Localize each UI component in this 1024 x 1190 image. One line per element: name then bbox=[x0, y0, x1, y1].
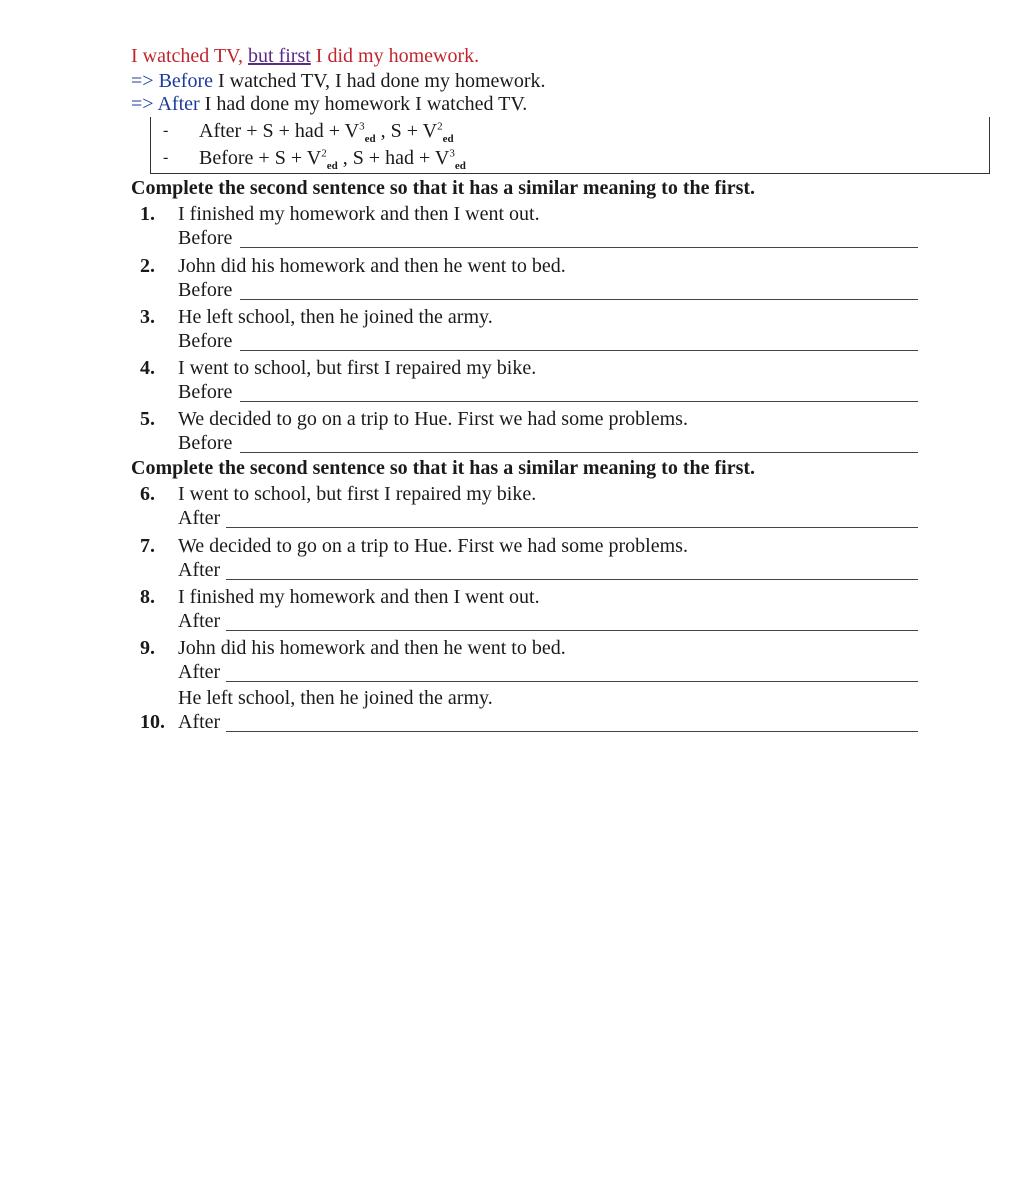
item-prompt: After bbox=[178, 559, 221, 581]
example-after-rest: I had done my homework I watched TV. bbox=[199, 93, 528, 115]
answer-blank[interactable] bbox=[240, 401, 918, 402]
superscript: 3 bbox=[359, 120, 365, 133]
superscript: 3 bbox=[449, 147, 455, 160]
instruction-heading: Complete the second sentence so that it has a similar meaning to the first. bbox=[131, 177, 756, 199]
item-number: 1. bbox=[140, 203, 155, 225]
example-underlined-phrase: but first bbox=[248, 45, 311, 67]
item-prompt: After bbox=[178, 610, 221, 632]
exercise-item bbox=[0, 585, 1024, 637]
answer-blank[interactable] bbox=[240, 452, 918, 453]
item-prompt: Before bbox=[178, 279, 233, 301]
item-sentence: He left school, then he joined the army. bbox=[178, 687, 493, 709]
answer-blank[interactable] bbox=[226, 681, 918, 682]
bullet: - bbox=[163, 122, 169, 139]
item-number: 10. bbox=[140, 711, 165, 733]
item-sentence: I finished my homework and then I went out. bbox=[178, 203, 540, 225]
answer-blank[interactable] bbox=[226, 579, 918, 580]
example-original-start: I watched TV, bbox=[131, 45, 249, 67]
arrow-symbol: => bbox=[131, 93, 154, 115]
item-sentence: I went to school, but first I repaired my bike. bbox=[178, 483, 537, 505]
item-prompt: Before bbox=[178, 330, 233, 352]
item-sentence: I went to school, but first I repaired my bike. bbox=[178, 357, 537, 379]
exercise-item bbox=[0, 305, 1024, 357]
item-sentence: I finished my homework and then I went out. bbox=[178, 586, 540, 608]
answer-blank[interactable] bbox=[226, 527, 918, 528]
exercise-item bbox=[0, 482, 1024, 534]
item-number: 9. bbox=[140, 637, 155, 659]
item-prompt: Before bbox=[178, 381, 233, 403]
example-original-sentence bbox=[131, 44, 479, 68]
subscript: ed bbox=[364, 133, 376, 145]
answer-blank[interactable] bbox=[240, 350, 918, 351]
item-sentence: We decided to go on a trip to Hue. First we had some problems. bbox=[178, 408, 688, 430]
exercise-item bbox=[0, 202, 1024, 254]
example-before-keyword: Before bbox=[158, 70, 213, 92]
item-prompt: Before bbox=[178, 432, 233, 454]
example-after-keyword: After bbox=[157, 93, 200, 115]
answer-blank[interactable] bbox=[226, 731, 918, 732]
formula-part: , S + V bbox=[375, 120, 438, 142]
item-sentence: He left school, then he joined the army. bbox=[178, 306, 493, 328]
exercise-item bbox=[0, 710, 1024, 738]
item-number: 6. bbox=[140, 483, 155, 505]
subscript: ed bbox=[442, 133, 454, 145]
exercise-item bbox=[0, 254, 1024, 306]
example-before-rewrite bbox=[131, 69, 546, 93]
formula-part: , S + had + V bbox=[337, 147, 450, 169]
exercise-item bbox=[0, 534, 1024, 586]
item-number: 2. bbox=[140, 255, 155, 277]
item-number: 3. bbox=[140, 306, 155, 328]
instruction-heading: Complete the second sentence so that it has a similar meaning to the first. bbox=[131, 457, 756, 479]
exercise-item bbox=[0, 356, 1024, 408]
item-number: 4. bbox=[140, 357, 155, 379]
item-number: 7. bbox=[140, 535, 155, 557]
item-prompt: Before bbox=[178, 227, 233, 249]
item-prompt: After bbox=[178, 711, 221, 733]
answer-blank[interactable] bbox=[226, 630, 918, 631]
answer-blank[interactable] bbox=[240, 247, 918, 248]
exercise-item bbox=[0, 636, 1024, 688]
item-number: 5. bbox=[140, 408, 155, 430]
formula-part: Before + S + V bbox=[199, 147, 322, 169]
example-after-rewrite bbox=[131, 92, 527, 116]
exercise-item bbox=[0, 407, 1024, 459]
item-sentence: We decided to go on a trip to Hue. First we had some problems. bbox=[178, 535, 688, 557]
item-sentence: John did his homework and then he went to bed. bbox=[178, 255, 566, 277]
example-original-end: I did my homework. bbox=[310, 45, 480, 67]
bullet: - bbox=[163, 149, 169, 166]
superscript: 2 bbox=[321, 147, 327, 160]
formula-part: After + S + had + V bbox=[199, 120, 360, 142]
answer-blank[interactable] bbox=[240, 299, 918, 300]
item-sentence: John did his homework and then he went to bed. bbox=[178, 637, 566, 659]
formula-box bbox=[150, 117, 990, 174]
item-prompt: After bbox=[178, 507, 221, 529]
subscript: ed bbox=[454, 160, 466, 172]
item-prompt: After bbox=[178, 661, 221, 683]
item-number: 8. bbox=[140, 586, 155, 608]
arrow-symbol: => bbox=[131, 70, 154, 92]
superscript: 2 bbox=[437, 120, 443, 133]
example-before-rest: I watched TV, I had done my homework. bbox=[212, 70, 546, 92]
subscript: ed bbox=[326, 160, 338, 172]
